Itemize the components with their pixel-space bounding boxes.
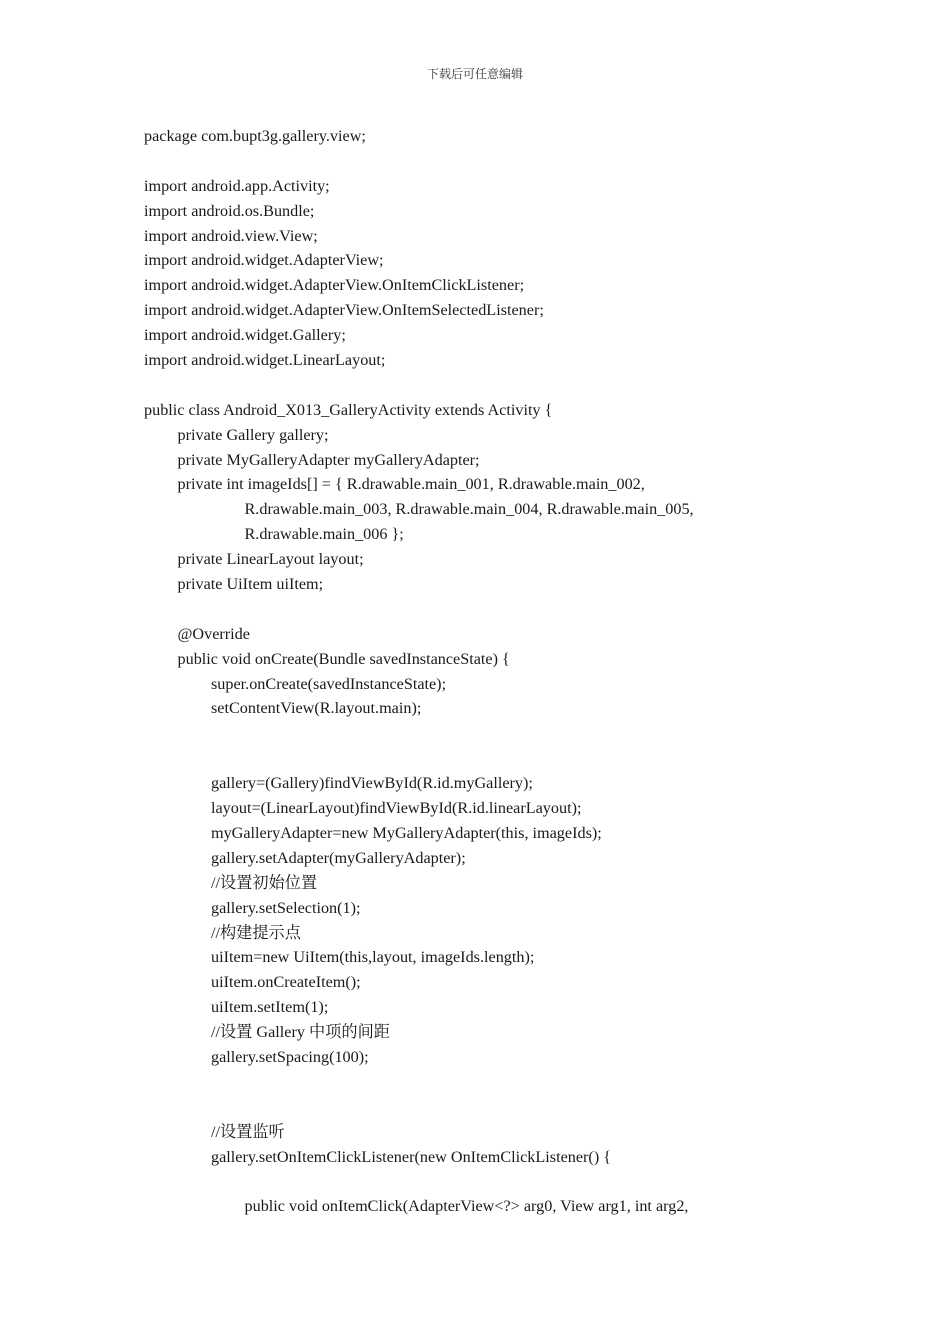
code-line: import android.widget.AdapterView.OnItemSelectedListener;	[144, 301, 544, 320]
blank-line	[144, 1070, 924, 1095]
code-line: import android.view.View;	[144, 226, 318, 245]
code-line: import android.widget.AdapterView.OnItemClickListener;	[144, 276, 525, 295]
code-line: uiItem.onCreateItem();	[211, 973, 361, 992]
blank-line	[144, 149, 924, 174]
blank-line	[144, 1169, 924, 1194]
blank-line	[144, 597, 924, 622]
blank-line	[144, 746, 924, 771]
code-line: //设置初始位置	[211, 873, 318, 892]
code-line: public class Android_X013_GalleryActivity extends Activity {	[144, 400, 553, 419]
code-line: //设置监听	[211, 1122, 285, 1141]
blank-line	[144, 721, 924, 746]
code-line: uiItem.setItem(1);	[211, 998, 329, 1017]
code-line: gallery.setOnItemClickListener(new OnItemClickListener() {	[211, 1147, 612, 1166]
code-line: private int imageIds[] = { R.drawable.main_001, R.drawable.main_002,	[177, 475, 645, 494]
code-line: setContentView(R.layout.main);	[211, 699, 422, 718]
code-line: gallery.setSpacing(100);	[211, 1047, 369, 1066]
code-line: import android.app.Activity;	[144, 176, 330, 195]
code-line: public void onCreate(Bundle savedInstanceState) {	[177, 649, 510, 668]
code-line: private MyGalleryAdapter myGalleryAdapter;	[177, 450, 480, 469]
blank-line	[144, 1095, 924, 1120]
code-line: gallery=(Gallery)findViewById(R.id.myGallery);	[211, 774, 533, 793]
code-line: private UiItem uiItem;	[177, 575, 324, 594]
blank-line	[144, 373, 924, 398]
code-line: import android.widget.Gallery;	[144, 326, 346, 345]
code-line: //设置 Gallery 中项的间距	[211, 1023, 390, 1042]
code-line: private Gallery gallery;	[177, 425, 329, 444]
code-line: import android.os.Bundle;	[144, 201, 315, 220]
code-line: myGalleryAdapter=new MyGalleryAdapter(this, imageIds);	[211, 823, 602, 842]
code-listing	[144, 124, 924, 1219]
code-line: gallery.setAdapter(myGalleryAdapter);	[211, 848, 466, 867]
code-line: R.drawable.main_006 };	[244, 525, 404, 544]
code-line: import android.widget.AdapterView;	[144, 251, 384, 270]
code-line: super.onCreate(savedInstanceState);	[211, 674, 447, 693]
code-line: import android.widget.LinearLayout;	[144, 351, 386, 370]
code-line: //构建提示点	[211, 923, 301, 942]
code-line: private LinearLayout layout;	[177, 550, 364, 569]
code-line: package com.bupt3g.gallery.view;	[144, 127, 366, 145]
code-line: uiItem=new UiItem(this,layout, imageIds.length);	[211, 948, 535, 967]
code-line: layout=(LinearLayout)findViewById(R.id.linearLayout);	[211, 799, 582, 818]
page-header: 下载后可任意编辑	[426, 67, 523, 81]
code-line: public void onItemClick(AdapterView<?> arg0, View arg1, int arg2,	[244, 1197, 689, 1216]
code-line: gallery.setSelection(1);	[211, 898, 361, 917]
code-line: @Override	[177, 624, 250, 643]
code-line: R.drawable.main_003, R.drawable.main_004, R.drawable.main_005,	[244, 500, 694, 519]
